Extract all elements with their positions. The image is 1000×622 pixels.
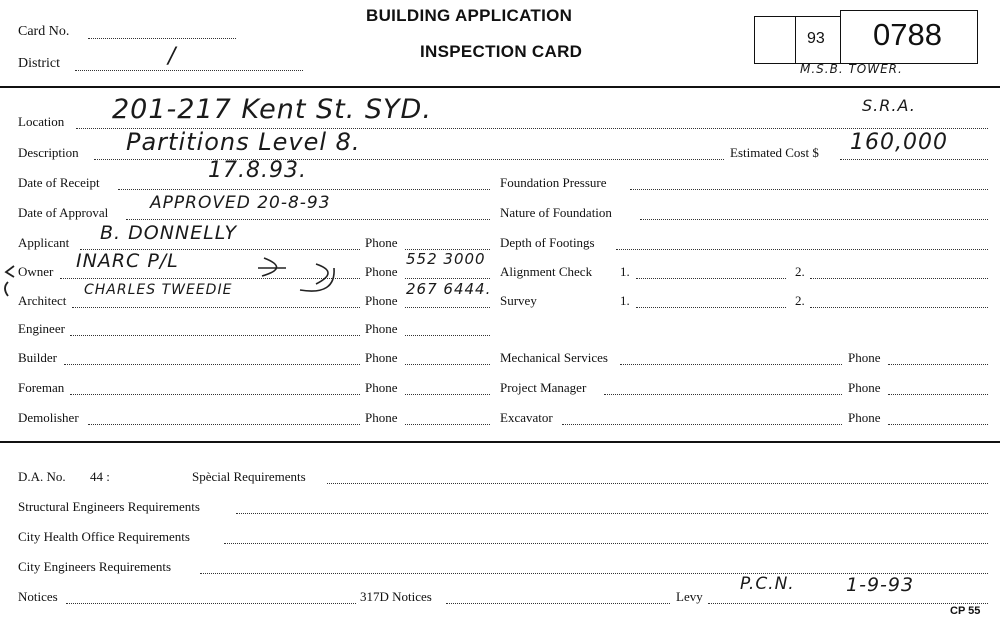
header-divider bbox=[0, 86, 1000, 88]
architect-phone-label: Phone bbox=[365, 293, 398, 308]
card-box-blank bbox=[754, 16, 796, 64]
alignment-num-2: 2. bbox=[795, 264, 805, 279]
description-value: Partitions Level 8. bbox=[126, 128, 361, 156]
description-line[interactable] bbox=[94, 159, 724, 160]
foundation-pressure-label: Foundation Pressure bbox=[500, 175, 607, 190]
excavator-phone-line[interactable] bbox=[888, 424, 988, 425]
form-code: CP 55 bbox=[950, 605, 981, 617]
levy-value: P.C.N. bbox=[740, 574, 795, 594]
project-manager-phone-label: Phone bbox=[848, 380, 881, 395]
notices-317d-line[interactable] bbox=[446, 603, 670, 604]
estimated-cost-value: 160,000 bbox=[850, 130, 948, 155]
alignment-check-label: Alignment Check bbox=[500, 264, 593, 279]
da-no-value: 44 : bbox=[90, 469, 110, 484]
foreman-label: Foreman bbox=[18, 380, 65, 395]
survey-num-1: 1. bbox=[620, 293, 630, 308]
project-manager-label: Project Manager bbox=[500, 380, 587, 395]
side-arrow-mark bbox=[300, 264, 334, 291]
nature-foundation-label: Nature of Foundation bbox=[500, 205, 612, 220]
architect-phone-value: 267 6444. bbox=[406, 280, 492, 298]
handwritten-arrows bbox=[0, 250, 340, 310]
architect-phone-line[interactable] bbox=[405, 307, 490, 308]
survey-2-line[interactable] bbox=[810, 307, 988, 308]
district-label: District bbox=[18, 56, 60, 71]
card-number: 0788 bbox=[873, 17, 942, 52]
owner-label: Owner bbox=[18, 264, 54, 279]
mechanical-phone-line[interactable] bbox=[888, 364, 988, 365]
date-receipt-value: 17.8.93. bbox=[208, 158, 307, 183]
city-eng-label: City Engineers Requirements bbox=[18, 559, 172, 574]
district-line[interactable] bbox=[75, 70, 303, 71]
engineer-label: Engineer bbox=[18, 321, 65, 336]
description-label: Description bbox=[18, 145, 79, 160]
depth-footings-line[interactable] bbox=[616, 249, 988, 250]
title-line-1: BUILDING APPLICATION bbox=[366, 6, 573, 25]
levy-line[interactable] bbox=[708, 603, 988, 604]
title-line-2: INSPECTION CARD bbox=[420, 42, 583, 61]
notices-line[interactable] bbox=[66, 603, 356, 604]
notices-label: Notices bbox=[18, 589, 58, 604]
builder-phone-label: Phone bbox=[365, 350, 398, 365]
owner-phone-line[interactable] bbox=[405, 278, 490, 279]
structural-label: Structural Engineers Requirements bbox=[18, 499, 200, 514]
mechanical-label: Mechanical Services bbox=[500, 350, 608, 365]
owner-value: INARC P/L bbox=[76, 250, 179, 272]
architect-label: Architect bbox=[18, 293, 67, 308]
survey-num-2: 2. bbox=[795, 293, 805, 308]
health-line[interactable] bbox=[224, 543, 988, 544]
mechanical-phone-label: Phone bbox=[848, 350, 881, 365]
applicant-label: Applicant bbox=[18, 235, 70, 250]
builder-line[interactable] bbox=[64, 364, 360, 365]
date-receipt-line[interactable] bbox=[118, 189, 490, 190]
builder-phone-line[interactable] bbox=[405, 364, 490, 365]
project-manager-line[interactable] bbox=[604, 394, 842, 395]
architect-value: CHARLES TWEEDIE bbox=[84, 282, 233, 298]
structural-line[interactable] bbox=[236, 513, 988, 514]
demolisher-phone-label: Phone bbox=[365, 410, 398, 425]
owner-bracket-mark bbox=[258, 258, 286, 276]
date-approval-line[interactable] bbox=[126, 219, 490, 220]
estimated-cost-line[interactable] bbox=[840, 159, 988, 160]
notices-317d-label: 317D Notices bbox=[360, 589, 432, 604]
excavator-phone-label: Phone bbox=[848, 410, 881, 425]
foreman-phone-line[interactable] bbox=[405, 394, 490, 395]
depth-footings-label: Depth of Footings bbox=[500, 235, 595, 250]
special-requirements-line[interactable] bbox=[327, 483, 988, 484]
section-divider bbox=[0, 441, 1000, 443]
architect-bracket-mark bbox=[5, 282, 8, 296]
estimated-cost-label: Estimated Cost $ bbox=[730, 145, 819, 160]
date-approval-label: Date of Approval bbox=[18, 205, 109, 220]
foreman-phone-label: Phone bbox=[365, 380, 398, 395]
project-manager-phone-line[interactable] bbox=[888, 394, 988, 395]
engineer-phone-label: Phone bbox=[365, 321, 398, 336]
district-value: / bbox=[168, 44, 177, 69]
date-approval-value: APPROVED 20-8-93 bbox=[150, 193, 331, 213]
owner-arrow-mark bbox=[6, 266, 14, 277]
engineer-line[interactable] bbox=[70, 335, 360, 336]
builder-label: Builder bbox=[18, 350, 57, 365]
excavator-label: Excavator bbox=[500, 410, 553, 425]
levy-date: 1-9-93 bbox=[846, 574, 915, 596]
foreman-line[interactable] bbox=[70, 394, 360, 395]
card-no-label: Card No. bbox=[18, 24, 70, 39]
foundation-pressure-line[interactable] bbox=[630, 189, 988, 190]
nature-foundation-line[interactable] bbox=[640, 219, 988, 220]
health-label: City Health Office Requirements bbox=[18, 529, 190, 544]
demolisher-phone-line[interactable] bbox=[405, 424, 490, 425]
survey-1-line[interactable] bbox=[636, 307, 786, 308]
location-label: Location bbox=[18, 114, 65, 129]
alignment-check-1-line[interactable] bbox=[636, 278, 786, 279]
location-note: S.R.A. bbox=[862, 96, 916, 115]
demolisher-label: Demolisher bbox=[18, 410, 79, 425]
special-requirements-label: Spècial Requirements bbox=[192, 469, 306, 484]
card-note: M.S.B. TOWER. bbox=[800, 62, 903, 76]
date-receipt-label: Date of Receipt bbox=[18, 175, 100, 190]
card-number-box bbox=[840, 10, 978, 64]
demolisher-line[interactable] bbox=[88, 424, 360, 425]
location-value: 201-217 Kent St. SYD. bbox=[112, 94, 432, 125]
alignment-check-2-line[interactable] bbox=[810, 278, 988, 279]
levy-label: Levy bbox=[676, 589, 703, 604]
applicant-value: B. DONNELLY bbox=[100, 222, 238, 244]
card-no-line[interactable] bbox=[88, 38, 236, 39]
da-no-label: D.A. No. bbox=[18, 469, 66, 484]
card-year-box bbox=[794, 16, 841, 64]
survey-label: Survey bbox=[500, 293, 537, 308]
alignment-num-1: 1. bbox=[620, 264, 630, 279]
engineer-phone-line[interactable] bbox=[405, 335, 490, 336]
owner-phone-value: 552 3000 bbox=[406, 250, 486, 268]
mechanical-line[interactable] bbox=[620, 364, 842, 365]
applicant-phone-label: Phone bbox=[365, 235, 398, 250]
excavator-line[interactable] bbox=[562, 424, 842, 425]
owner-phone-label: Phone bbox=[365, 264, 398, 279]
card-year: 93 bbox=[807, 30, 825, 47]
